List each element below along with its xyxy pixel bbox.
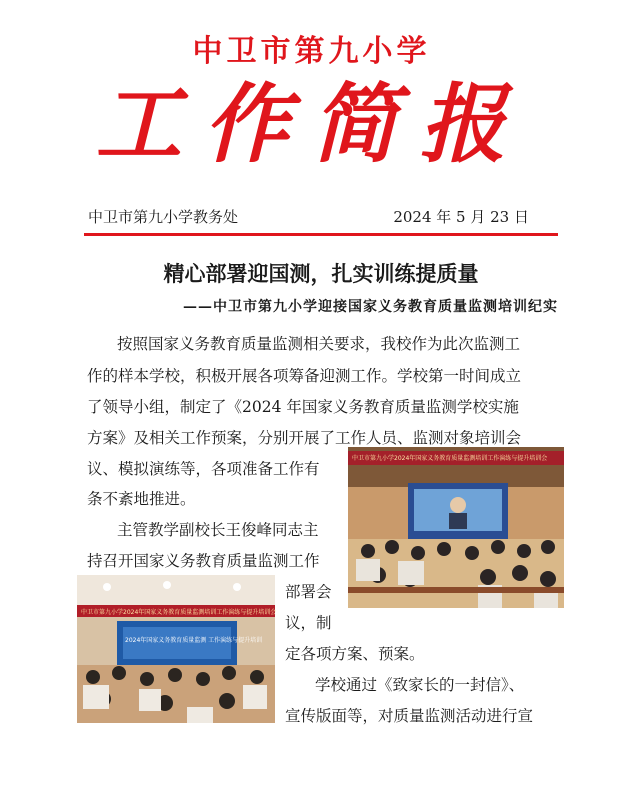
issue-date: 2024 年 5 月 23 日 xyxy=(393,208,529,226)
body-line: 按照国家义务教育质量监测相关要求，我校作为此次监测工 xyxy=(117,335,521,353)
issuer: 中卫市第九小学教务处 xyxy=(88,208,239,226)
body-line: 学校通过《致家长的一封信》、 xyxy=(315,676,525,694)
body-line: 定各项方案、预案。 xyxy=(285,645,425,663)
meeting-photo-right xyxy=(348,447,564,608)
body-line: 条不紊地推进。 xyxy=(87,490,196,508)
meeting-photo-left xyxy=(77,575,275,723)
body-line: 持召开国家义务教育质量监测工作 xyxy=(87,552,320,570)
body-line: 宣传版面等，对质量监测活动进行宣 xyxy=(285,707,534,725)
photo-screen-text: 2024年国家义务教育质量监测 工作演练与提升培训 xyxy=(125,637,263,644)
photo-banner-text: 中卫市第九小学2024年国家义务教育质量监测培训工作演练与提升培训会 xyxy=(352,455,548,462)
body-line: 议，制 xyxy=(285,614,332,632)
article-headline: 精心部署迎国测，扎实训练提质量 xyxy=(163,262,479,286)
header-divider xyxy=(84,233,558,236)
photo-banner-text: 中卫市第九小学2024年国家义务教育质量监测培训工作演练与提升培训会 xyxy=(81,609,277,616)
school-name: 中卫市第九小学 xyxy=(192,34,431,69)
bulletin-title: 工作简报 xyxy=(95,74,528,175)
body-line: 部署会 xyxy=(285,583,332,601)
body-line: 了领导小组，制定了《2024 年国家义务教育质量监测学校实施 xyxy=(87,398,519,416)
body-line: 方案》及相关工作预案，分别开展了工作人员、监测对象培训会 xyxy=(87,429,522,447)
article-subheadline: ——中卫市第九小学迎接国家义务教育质量监测培训纪实 xyxy=(183,299,558,315)
body-line: 主管教学副校长王俊峰同志主 xyxy=(117,521,319,539)
body-line: 议、模拟演练等，各项准备工作有 xyxy=(87,460,320,478)
body-line: 作的样本学校，积极开展各项筹备迎测工作。学校第一时间成立 xyxy=(87,367,522,385)
